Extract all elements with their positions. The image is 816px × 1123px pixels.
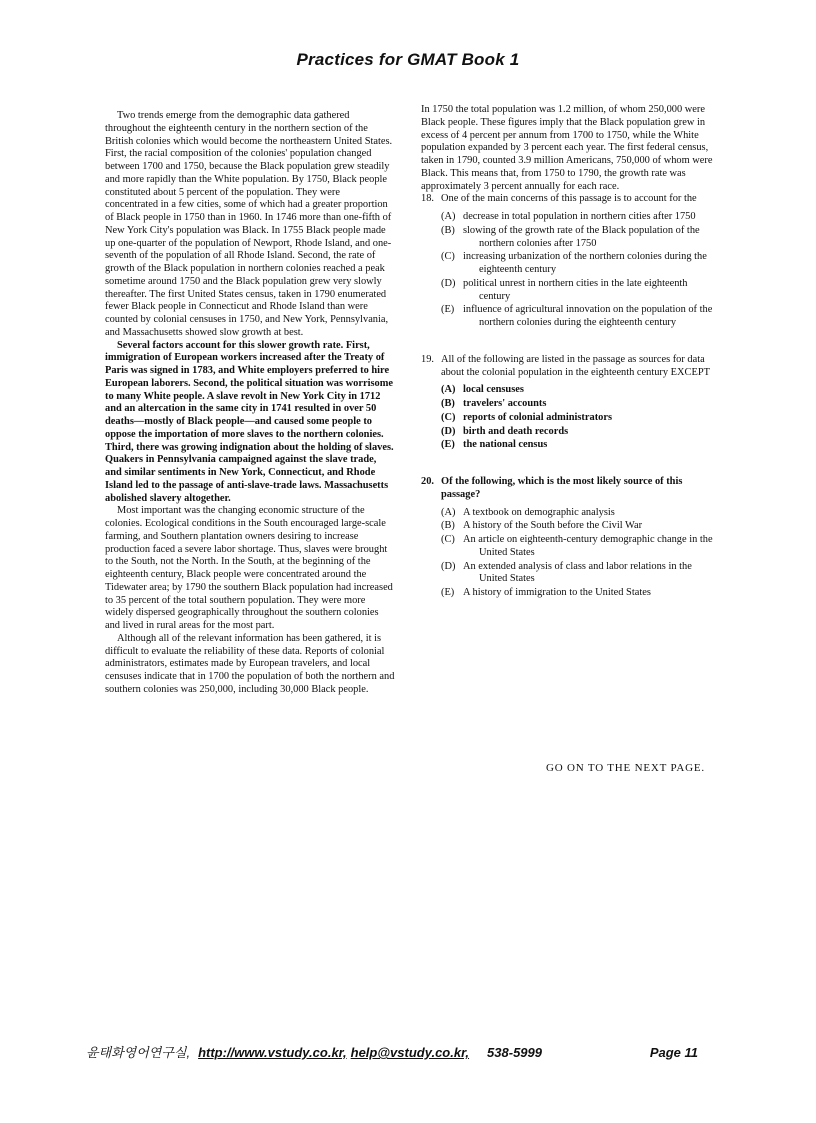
option-text: A textbook on demographic analysis [463,506,615,518]
option-text: slowing of the growth rate of the Black population of the northern colonies after 1750 [463,224,700,249]
option-letter: (C) [441,534,455,545]
answer-options [441,211,721,330]
question-number: 18. [421,193,434,205]
footer-institute: 윤태화영어연구실, [86,1045,191,1060]
answer-options [441,384,721,452]
answer-options [441,507,721,600]
question-20 [421,476,721,600]
option-text: birth and death records [463,425,569,437]
option-letter: (E) [441,439,455,451]
option-text: A history of the South before the Civil War [463,520,643,532]
question-18 [421,193,721,330]
option-letter: (A) [441,384,456,396]
footer-url-link[interactable]: http://www.vstudy.co.kr, [198,1045,347,1060]
answer-option-a[interactable] [441,211,721,224]
option-letter: (E) [441,587,455,598]
option-letter: (C) [441,411,456,423]
option-letter: (A) [441,506,456,518]
option-text: reports of colonial administrators [463,411,613,423]
option-letter: (B) [441,520,455,532]
option-text: local censuses [463,384,524,396]
passage-paragraph-1: Two trends emerge from the demographic data gathered throughout the eighteenth century in the northern section of the British colonies which would become the northeastern United States. First, the racial composition of the colonies' population changed between 1700 and 1750, because the Black population grew steadily and more rapidly than the White population. By 1750, Black people constituted about 5 percent of the population. They were concentrated in a few cities, some of which had a greater proportion of Black people in 1750 than in 1960. In 1746 more than one-fifth of New York City's population was Black. In 1755 Black people made up one-quarter of the population of Newport, Rhode Island, and one-seventh of the population of all Rhode Island. Second, the rate of growth of the Black population in northern colonies reached a peak sometime around 1750 and the Black population grew very slowly thereafter. The first United States census, taken in 1790 enumerated fewer Black people in Connecticut and Rhode Island than were counted by colonial censuses in 1750, and New York, Pennsylvania, and Massachusetts showed slow growth at best. [105,110,393,338]
answer-option-c[interactable] [441,534,721,560]
option-letter: (A) [441,211,456,222]
option-letter: (D) [441,277,456,289]
page-header-title: Practices for GMAT Book 1 [296,50,520,69]
question-number: 20. [421,476,434,487]
option-text: An article on eighteenth-century demographic change in the United States [463,534,713,558]
answer-option-b[interactable] [441,398,721,411]
answer-option-d[interactable] [441,426,721,439]
answer-option-e[interactable] [441,304,721,330]
option-letter: (C) [441,251,455,263]
questions-right-column [421,104,721,624]
option-letter: (D) [441,560,456,572]
answer-option-c[interactable] [441,251,721,277]
passage-paragraph-3: Most important was the changing economic structure of the colonies. Ecological conditions in the South encouraged large-scale farming, and Southern plantation owners desiring to increase production faced a severe labor shortage. Thus, slaves were brought to the South, not the North. In the South, at the beginning of the eighteenth century, Black people were concentrated around the Tidewater area; by 1790 the southern Black population had increased to 35 percent of the total southern population. They were more widely dispersed geographically throughout the southern colonies and lived in rural areas for the most part. [105,505,393,631]
option-text: political unrest in northern cities in the late eighteenth century [463,277,688,302]
option-text: travelers' accounts [463,398,547,409]
passage-paragraph-2: Several factors account for this slower growth rate. First, immigration of European workers increased after the Treaty of Paris was signed in 1783, and White employers preferred to hire European laborers. Second, the political situation was worrisome to many White people. A slave revolt in New York City in 1712 and an altercation in the same city in 1741 resulted in over 50 deaths—mostly of Black people—and caused some people to oppose the importation of more slaves to the northern colonies. Third, there was growing indignation about the holding of slaves. Quakers in Pennsylvania campaigned against the slave trade, and similar sentiments in New York, Connecticut, and Rhode Island led to the passage of anti-slave-trade laws. Massachusetts abolished slavery altogether. [105,339,394,504]
option-text: An extended analysis of class and labor relations in the United States [463,560,692,585]
answer-option-e[interactable] [441,587,721,600]
question-stem [421,354,721,380]
answer-option-c[interactable] [441,412,721,425]
question-stem [421,193,721,206]
option-text: A history of immigration to the United States [463,587,651,598]
option-text: increasing urbanization of the northern colonies during the eighteenth century [463,251,707,275]
answer-option-d[interactable] [441,561,721,587]
option-text: the national census [463,439,548,451]
option-letter: (B) [441,398,455,409]
answer-option-a[interactable] [441,507,721,520]
answer-option-a[interactable] [441,384,721,397]
page-footer [86,1042,726,1061]
go-on-notice: GO ON TO THE NEXT PAGE. [546,762,705,774]
answer-option-b[interactable] [441,520,721,533]
question-text: One of the main concerns of this passage is to account for the [441,193,697,205]
answer-option-b[interactable] [441,225,721,251]
passage-paragraph-5: In 1750 the total population was 1.2 million, of whom 250,000 were Black people. These figures imply that the Black population grew in excess of 4 percent per annum from 1700 to 1750, while the White population expanded by 3 percent each year. The first federal census, taken in 1790, counted 3.9 million Americans, 750,000 of whom were Black. This means that, from 1750 to 1790, the growth rate was approximately 3 percent annually for each race. [421,104,713,192]
option-letter: (D) [441,425,456,437]
question-stem [421,476,721,502]
question-text: Of the following, which is the most likely source of this passage? [441,476,683,500]
answer-option-e[interactable] [441,439,721,452]
option-letter: (E) [441,304,455,316]
option-text: influence of agricultural innovation on the population of the northern colonies during the eighteenth century [463,304,713,328]
option-letter: (B) [441,224,455,236]
passage-left-column [105,110,395,697]
page-number: Page 11 [649,1045,698,1060]
question-text: All of the following are listed in the passage as sources for data about the colonial population in the eighteenth century EXCEPT [441,353,710,378]
option-text: decrease in total population in northern cities after 1750 [463,211,696,222]
question-number: 19. [421,353,434,365]
answer-option-d[interactable] [441,278,721,304]
footer-email-link[interactable]: help@vstudy.co.kr, [350,1045,470,1060]
passage-paragraph-4: Although all of the relevant information has been gathered, it is difficult to evaluate the reliability of these data. Reports of colonial administrators, estimates made by European travelers, and local censuses indicate that in 1700 the population of both the northern and southern colonies was 250,000, including 30,000 Black people. [105,632,395,695]
footer-phone: 538-5999 [487,1045,542,1060]
question-19 [421,354,721,452]
